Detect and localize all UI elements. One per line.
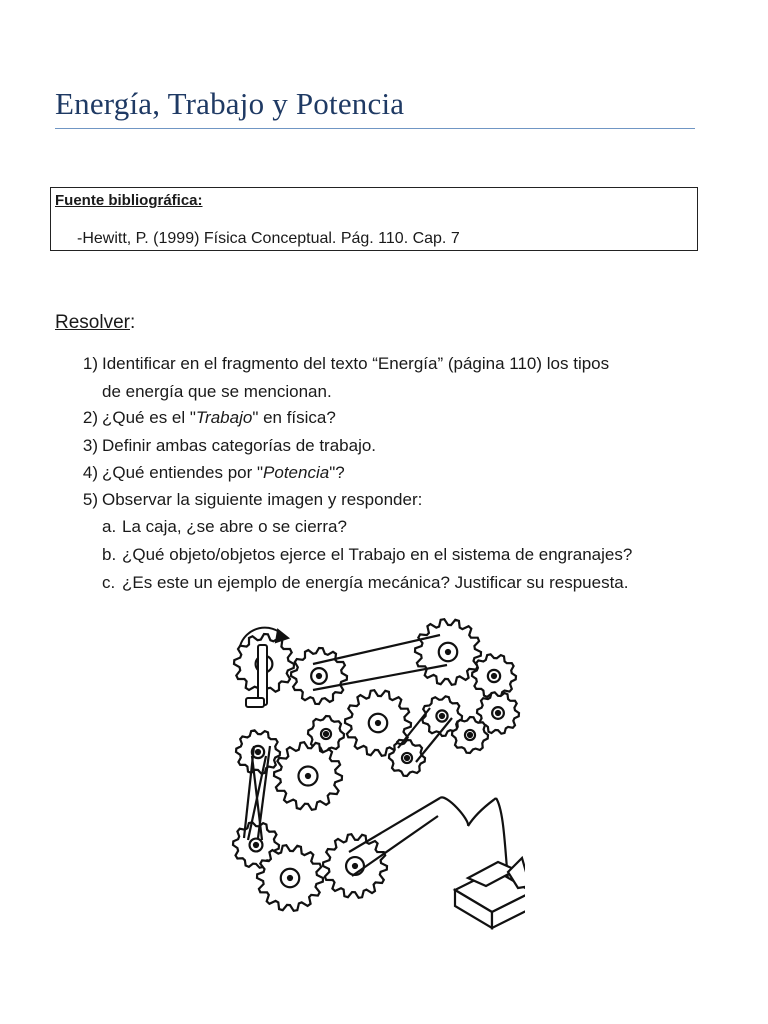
gear-icon	[236, 730, 280, 773]
question-3	[74, 434, 376, 458]
box-icon	[455, 858, 525, 928]
question-text: Identificar en el fragmento del texto “Energía” (página 110) los tipos	[102, 354, 610, 373]
question-term: Trabajo	[195, 408, 253, 427]
resolver-label: Resolver	[55, 312, 130, 333]
question-number: 4)	[82, 463, 98, 482]
source-reference: -Hewitt, P. (1999) Física Conceptual. Pág. 110. Cap. 7	[77, 230, 460, 247]
gear-system-illustration	[225, 614, 525, 932]
title-underline	[55, 128, 695, 129]
question-text: Observar la siguiente imagen y responder:	[102, 490, 423, 509]
resolver-heading	[55, 312, 135, 334]
subquestion-letter: a.	[102, 517, 117, 536]
question-text-post: "?	[329, 463, 345, 482]
page-title: Energía, Trabajo y Potencia	[55, 86, 405, 121]
gear-icon	[452, 717, 488, 753]
question-number: 5)	[82, 490, 98, 509]
source-label: Fuente bibliográfica:	[55, 192, 203, 209]
question-text: de energía que se mencionan.	[102, 382, 332, 401]
question-5	[74, 488, 422, 512]
question-term: Potencia	[263, 463, 330, 482]
source-box	[50, 187, 698, 251]
subquestion-text: ¿Es este un ejemplo de energía mecánica? Justificar su respuesta.	[122, 573, 629, 592]
subquestion-text: La caja, ¿se abre o se cierra?	[122, 517, 347, 536]
gear-icon	[291, 648, 347, 704]
gear-icon	[274, 742, 342, 810]
subquestion-letter: c.	[102, 573, 116, 592]
question-number: 2)	[82, 408, 98, 427]
subquestion-c	[102, 571, 629, 595]
gear-icon	[323, 834, 387, 898]
question-2	[74, 406, 336, 430]
subquestion-b	[102, 543, 632, 567]
question-text: Definir ambas categorías de trabajo.	[102, 436, 377, 455]
subquestion-a	[102, 515, 347, 539]
subquestion-letter: b.	[102, 545, 117, 564]
subquestion-text: ¿Qué objeto/objetos ejerce el Trabajo en el sistema de engranajes?	[122, 545, 633, 564]
question-text-post: " en física?	[252, 408, 336, 427]
question-number: 3)	[82, 436, 98, 455]
question-1	[74, 352, 609, 376]
gear-icon	[472, 654, 516, 697]
question-number: 1)	[82, 354, 98, 373]
question-text-pre: ¿Qué es el "	[102, 408, 196, 427]
question-4	[74, 461, 345, 485]
question-1-continued	[102, 380, 332, 404]
question-text-pre: ¿Qué entiendes por "	[102, 463, 264, 482]
resolver-colon: :	[129, 312, 136, 333]
